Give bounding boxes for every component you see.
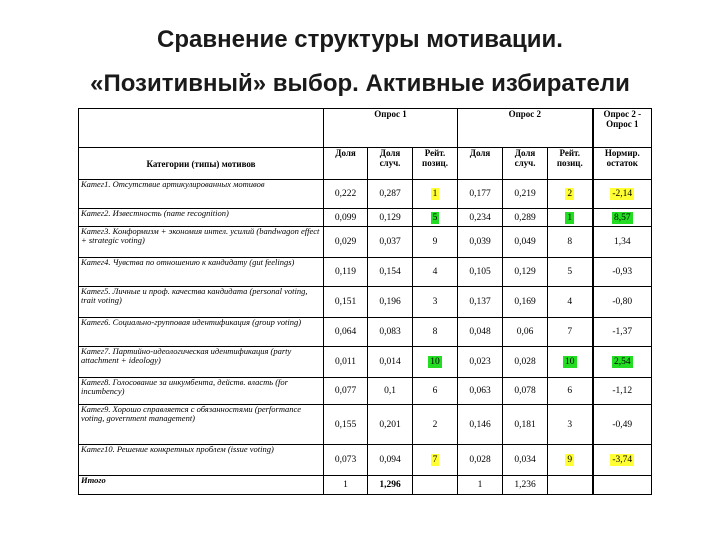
category-cell: Катег8. Голосование за инкумбента, действ. власть (for incumbency): [79, 377, 324, 404]
table-row: [79, 209, 652, 227]
header-poll2: Опрос 2: [458, 109, 593, 148]
rank2-cell: 4: [548, 286, 593, 317]
share-rand1-cell: 0,129: [368, 209, 413, 227]
share2-cell: 0,177: [458, 180, 503, 209]
share-rand2-cell: 0,078: [503, 377, 548, 404]
norm-cell: [593, 346, 652, 377]
category-cell: Катег6. Социально-групповая идентификация (group voting): [79, 317, 324, 346]
norm-cell: [593, 209, 652, 227]
share2-cell: 0,105: [458, 257, 503, 286]
highlighted-value: -3,74: [612, 455, 633, 466]
rank1-cell: [413, 209, 458, 227]
share2-cell: 0,039: [458, 226, 503, 257]
rank2-cell: 7: [548, 317, 593, 346]
share-rand2-cell: 0,049: [503, 226, 548, 257]
header-empty-cell: [79, 109, 324, 148]
motivation-comparison-table: [78, 108, 652, 495]
rank1-cell: 4: [413, 257, 458, 286]
header-norm: Нормир. остаток: [593, 148, 652, 180]
share-rand1-cell: 0,287: [368, 180, 413, 209]
total-share-rand1: 1,296: [368, 476, 413, 495]
table-row: [79, 180, 652, 209]
rank1-cell: 2: [413, 404, 458, 444]
share2-cell: 0,063: [458, 377, 503, 404]
share-rand1-cell: 0,037: [368, 226, 413, 257]
table-row: [79, 317, 652, 346]
rank1-cell: [413, 346, 458, 377]
header-share1: Доля: [324, 148, 368, 180]
share1-cell: 0,073: [324, 445, 368, 476]
table-row: [79, 286, 652, 317]
share1-cell: 0,222: [324, 180, 368, 209]
share2-cell: 0,137: [458, 286, 503, 317]
highlighted-value: 1: [567, 212, 573, 223]
share-rand1-cell: 0,201: [368, 404, 413, 444]
table-row: [79, 226, 652, 257]
norm-cell: -1,12: [593, 377, 652, 404]
rank1-cell: 3: [413, 286, 458, 317]
highlighted-value: 7: [432, 455, 438, 466]
rank1-cell: 6: [413, 377, 458, 404]
share1-cell: 0,011: [324, 346, 368, 377]
total-label: Итого: [79, 476, 324, 495]
header-share2: Доля: [458, 148, 503, 180]
table-row: [79, 404, 652, 444]
rank2-cell: 5: [548, 257, 593, 286]
rank1-cell: [413, 180, 458, 209]
rank2-cell: 3: [548, 404, 593, 444]
norm-cell: -0,49: [593, 404, 652, 444]
norm-cell: [593, 445, 652, 476]
category-cell: Катег3. Конформизм + экономия интел. усилий (bandwagon effect + strategic voting): [79, 226, 324, 257]
rank2-cell: [548, 445, 593, 476]
share-rand2-cell: 0,219: [503, 180, 548, 209]
rank2-cell: [548, 180, 593, 209]
slide-title-line-1: Сравнение структуры мотивации.: [157, 26, 563, 53]
table-row: [79, 445, 652, 476]
table-row: [79, 257, 652, 286]
highlighted-value: 9: [567, 455, 573, 466]
category-cell: Катег4. Чувства по отношению к кандидату (gut feelings): [79, 257, 324, 286]
norm-cell: 1,34: [593, 226, 652, 257]
highlighted-value: 2,54: [613, 356, 631, 367]
header-rank1: Рейт. позиц.: [413, 148, 458, 180]
highlighted-value: 2: [567, 189, 573, 200]
share2-cell: 0,146: [458, 404, 503, 444]
share1-cell: 0,077: [324, 377, 368, 404]
share1-cell: 0,099: [324, 209, 368, 227]
share-rand1-cell: 0,154: [368, 257, 413, 286]
share1-cell: 0,029: [324, 226, 368, 257]
highlighted-value: 5: [432, 212, 438, 223]
highlighted-value: 10: [430, 356, 440, 367]
share-rand2-cell: 0,06: [503, 317, 548, 346]
total-share-rand2: 1,236: [503, 476, 548, 495]
share-rand2-cell: 0,129: [503, 257, 548, 286]
norm-cell: -0,93: [593, 257, 652, 286]
category-cell: Катег1. Отсутствие артикулированных мотивов: [79, 180, 324, 209]
table-row: [79, 346, 652, 377]
table-group-header-row: [79, 109, 652, 148]
share-rand2-cell: 0,181: [503, 404, 548, 444]
rank2-cell: [548, 346, 593, 377]
share-rand1-cell: 0,083: [368, 317, 413, 346]
norm-cell: -0,80: [593, 286, 652, 317]
rank1-cell: 8: [413, 317, 458, 346]
highlighted-value: 1: [432, 189, 438, 200]
header-category: Категории (типы) мотивов: [79, 148, 324, 180]
share-rand1-cell: 0,1: [368, 377, 413, 404]
category-cell: Катег5. Личные и проф. качества кандидата (personal voting, trait voting): [79, 286, 324, 317]
category-cell: Катег2. Известность (name recognition): [79, 209, 324, 227]
rank1-cell: [413, 445, 458, 476]
table-row: [79, 377, 652, 404]
total-empty-rank2: [548, 476, 593, 495]
rank1-cell: 9: [413, 226, 458, 257]
share2-cell: 0,234: [458, 209, 503, 227]
total-empty-norm: [593, 476, 652, 495]
header-poll-diff: Опрос 2 - Опрос 1: [593, 109, 652, 148]
total-share1: 1: [324, 476, 368, 495]
share-rand2-cell: 0,169: [503, 286, 548, 317]
share-rand2-cell: 0,034: [503, 445, 548, 476]
highlighted-value: 8,57: [613, 212, 631, 223]
category-cell: Катег9. Хорошо справляется с обязанностями (performance voting, government management): [79, 404, 324, 444]
norm-cell: -1,37: [593, 317, 652, 346]
share1-cell: 0,155: [324, 404, 368, 444]
rank2-cell: 6: [548, 377, 593, 404]
header-poll1: Опрос 1: [324, 109, 458, 148]
share-rand2-cell: 0,028: [503, 346, 548, 377]
total-share2: 1: [458, 476, 503, 495]
share-rand1-cell: 0,014: [368, 346, 413, 377]
share2-cell: 0,028: [458, 445, 503, 476]
share-rand1-cell: 0,094: [368, 445, 413, 476]
share1-cell: 0,119: [324, 257, 368, 286]
category-cell: Катег10. Решение конкретных проблем (issue voting): [79, 445, 324, 476]
rank2-cell: 8: [548, 226, 593, 257]
table-total-row: [79, 476, 652, 495]
rank2-cell: [548, 209, 593, 227]
share-rand2-cell: 0,289: [503, 209, 548, 227]
share2-cell: 0,023: [458, 346, 503, 377]
norm-cell: [593, 180, 652, 209]
category-cell: Катег7. Партийно-идеологическая идентификация (party attachment + ideology): [79, 346, 324, 377]
share1-cell: 0,151: [324, 286, 368, 317]
header-share-rand2: Доля случ.: [503, 148, 548, 180]
share2-cell: 0,048: [458, 317, 503, 346]
header-share-rand1: Доля случ.: [368, 148, 413, 180]
slide-title-line-2: «Позитивный» выбор. Активные избиратели: [90, 70, 630, 97]
table-column-header-row: [79, 148, 652, 180]
share-rand1-cell: 0,196: [368, 286, 413, 317]
total-empty-rank1: [413, 476, 458, 495]
header-rank2: Рейт. позиц.: [548, 148, 593, 180]
highlighted-value: -2,14: [612, 189, 633, 200]
share1-cell: 0,064: [324, 317, 368, 346]
highlighted-value: 10: [565, 356, 575, 367]
